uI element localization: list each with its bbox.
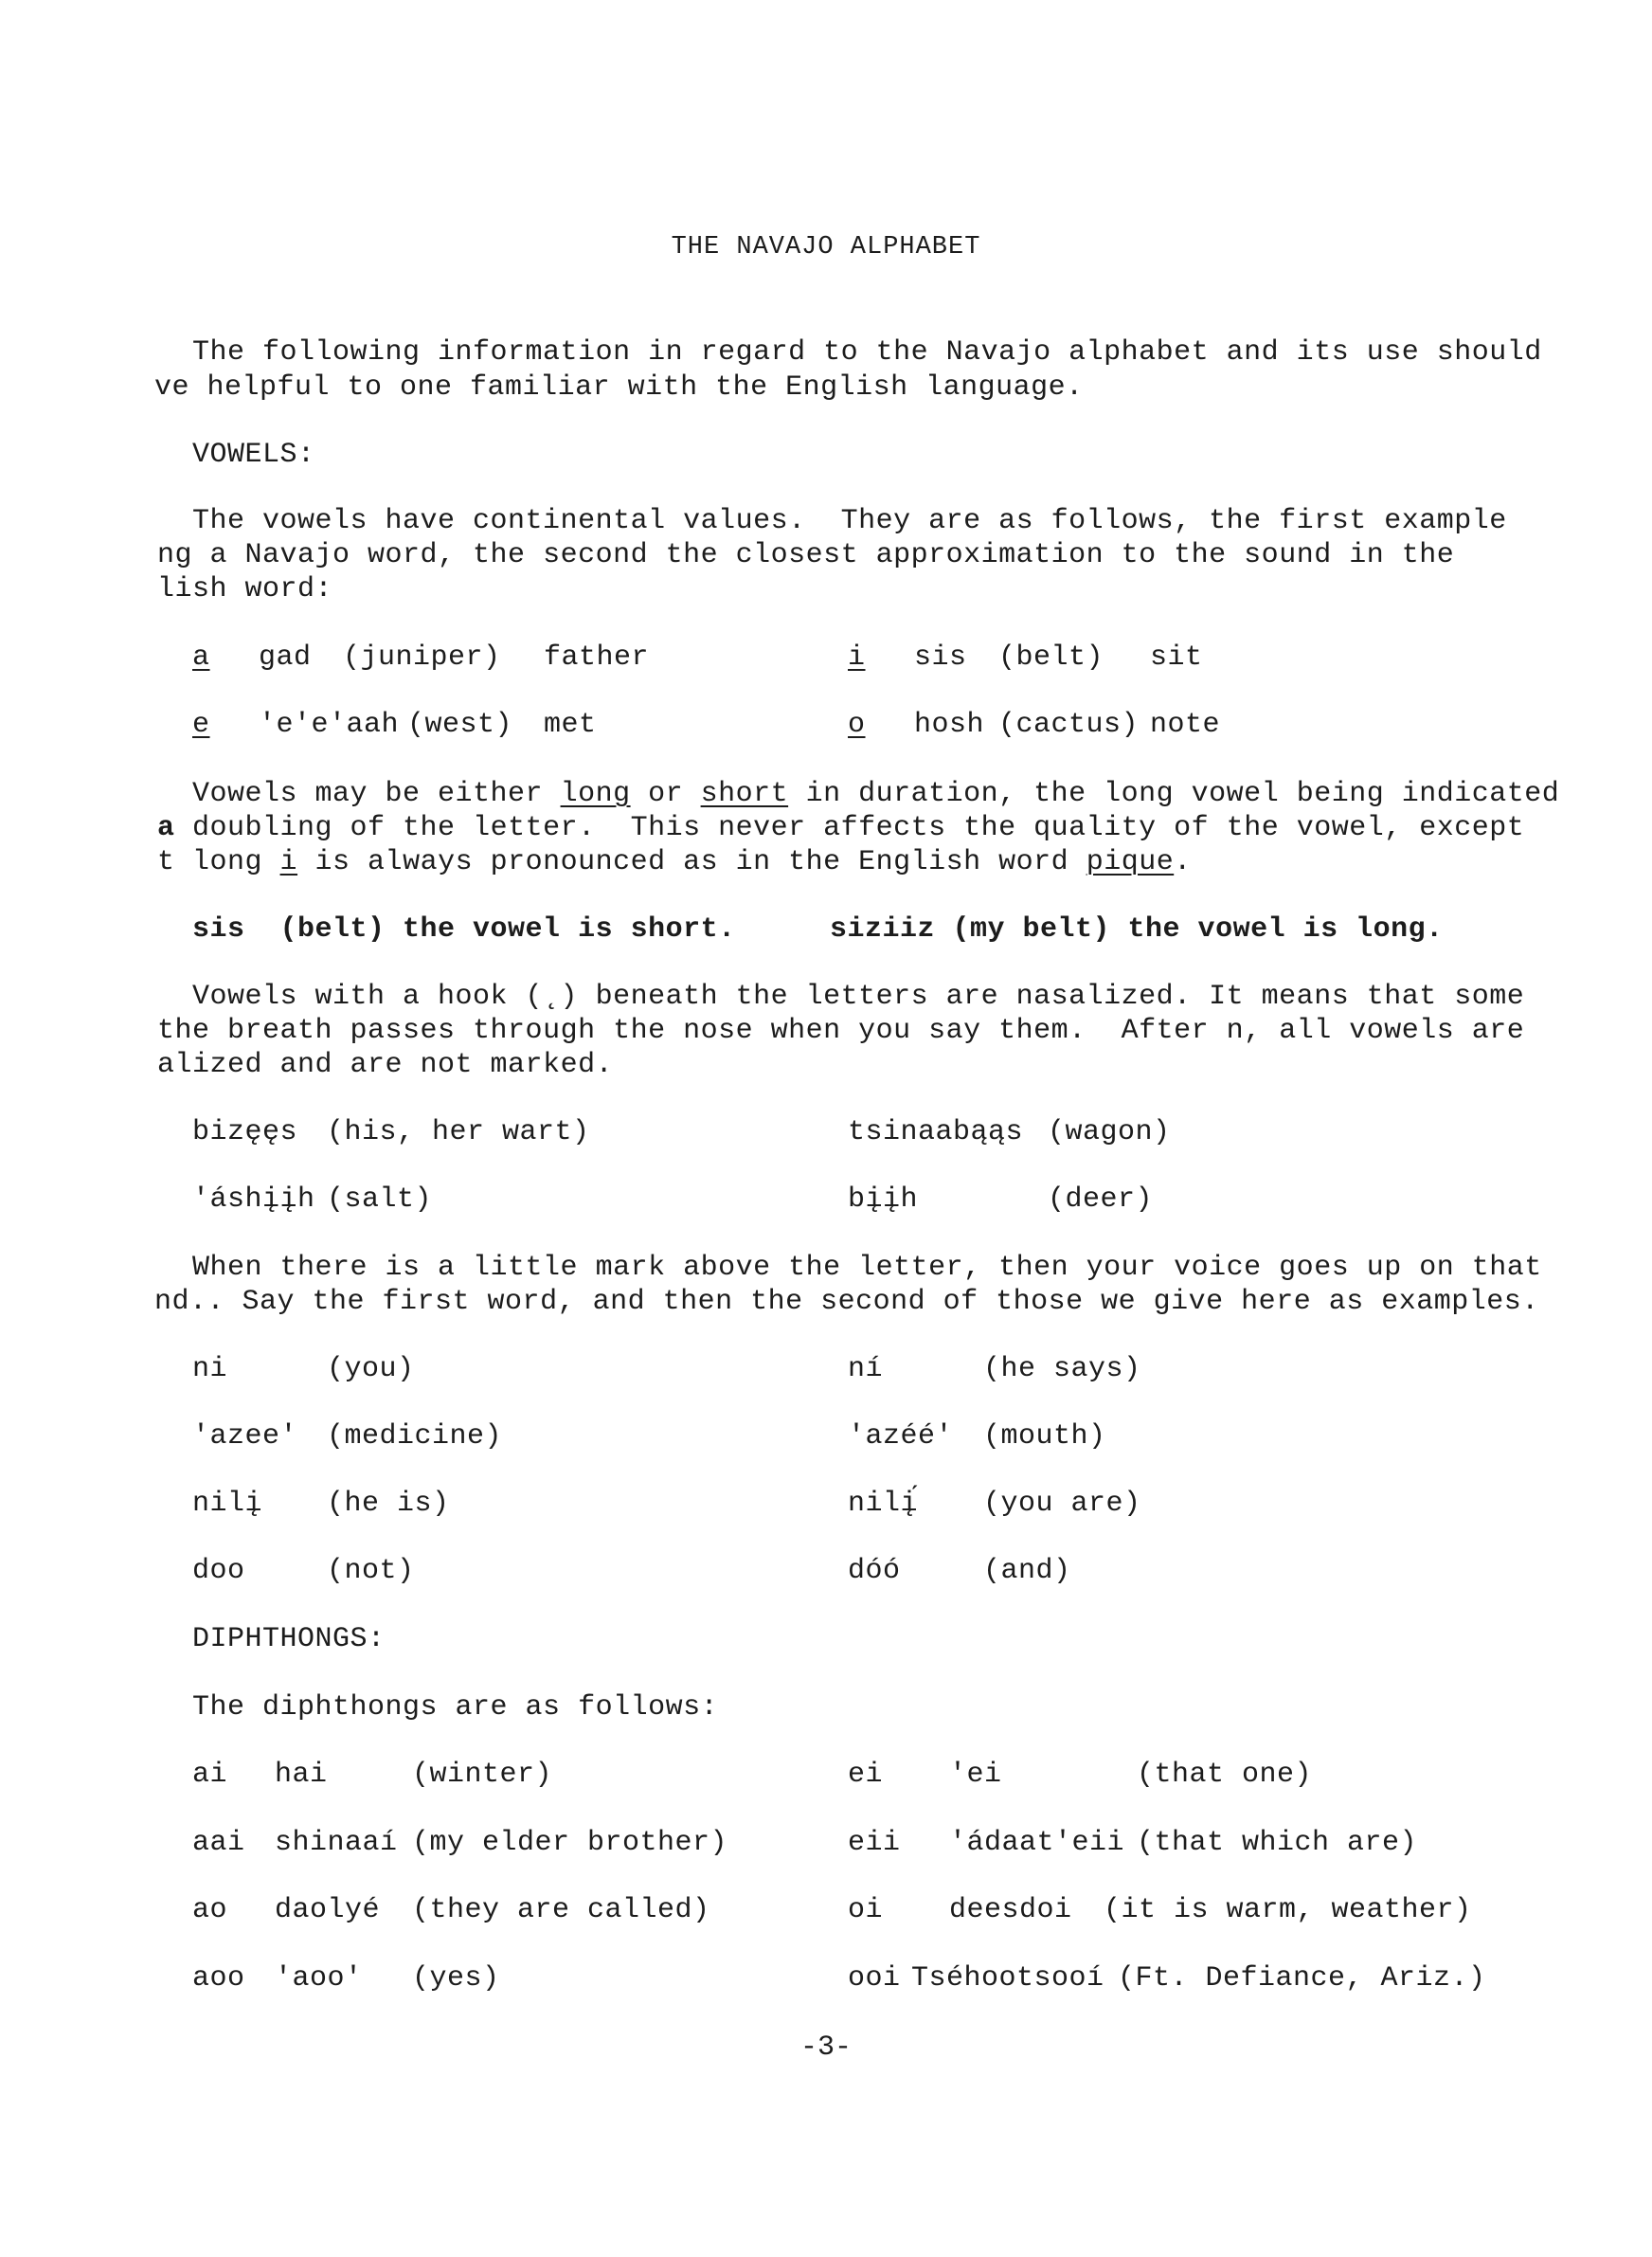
tone-example-gloss: (you) bbox=[327, 1353, 415, 1385]
tone-example-gloss: (mouth) bbox=[983, 1420, 1106, 1453]
nasal-example-gloss: (salt) bbox=[327, 1183, 433, 1216]
tone-example-word: ní bbox=[848, 1353, 884, 1385]
diphthong-word: shinaaí bbox=[275, 1827, 398, 1859]
tone-para-line-1: When there is a little mark above the letter, then your voice goes up on that bbox=[192, 1252, 1542, 1284]
vowel-example-gloss: (juniper) bbox=[343, 641, 501, 674]
nasal-example-gloss: (his, her wart) bbox=[327, 1116, 590, 1148]
diphthongs-intro: The diphthongs are as follows: bbox=[192, 1691, 719, 1724]
diphthong-label: ooi bbox=[848, 1962, 901, 1995]
diphthong-label: aai bbox=[192, 1827, 245, 1859]
nasal-example-word: tsinaabąąs bbox=[848, 1116, 1024, 1148]
vowels-heading: VOWELS: bbox=[192, 439, 315, 471]
vowel-example-gloss: (belt) bbox=[998, 641, 1104, 674]
vowels-intro-line-2: ng a Navajo word, the second the closest approximation to the sound in the bbox=[157, 539, 1455, 571]
intro-line-2: ve helpful to one familiar with the English language. bbox=[154, 371, 1084, 404]
diphthong-word: deesdoi bbox=[949, 1894, 1072, 1926]
diphthong-word: Tséhootsooí bbox=[911, 1962, 1104, 1995]
diphthong-gloss: (that one) bbox=[1137, 1759, 1313, 1791]
diphthong-label: ei bbox=[848, 1759, 884, 1791]
vowel-example-word: 'e'e'aah bbox=[259, 709, 400, 741]
diphthong-gloss: (that which are) bbox=[1137, 1827, 1418, 1859]
tone-example-word: doo bbox=[192, 1555, 245, 1587]
vowels-intro-line-3: lish word: bbox=[157, 573, 333, 605]
vowels-intro-line-1: The vowels have continental values. They are as follows, the first example bbox=[192, 505, 1507, 537]
diphthong-label: ai bbox=[192, 1759, 228, 1791]
tone-example-word: dóó bbox=[848, 1555, 901, 1587]
diphthong-gloss: (yes) bbox=[412, 1962, 500, 1995]
vowel-example-gloss: (west) bbox=[407, 709, 513, 741]
diphthong-word: daolyé bbox=[275, 1894, 381, 1926]
diphthong-gloss: (it is warm, weather) bbox=[1104, 1894, 1472, 1926]
word-short: short bbox=[700, 778, 789, 810]
vowel-letter-i: i bbox=[848, 641, 866, 674]
vowel-example-word: gad bbox=[259, 641, 312, 674]
vowel-example-word: sis bbox=[914, 641, 967, 674]
tone-example-word: nilį́ bbox=[848, 1488, 919, 1520]
tone-example-word: 'azéé' bbox=[848, 1420, 954, 1453]
intro-line-1: The following information in regard to the Navajo alphabet and its use should bbox=[192, 336, 1542, 369]
diphthong-word: 'aoo' bbox=[275, 1962, 363, 1995]
page-number: -3- bbox=[799, 2031, 852, 2064]
tone-example-word: ni bbox=[192, 1353, 228, 1385]
diphthong-word: 'ádaat'eii bbox=[949, 1827, 1125, 1859]
nasal-example-word: bįįh bbox=[848, 1183, 919, 1216]
nasal-example-word: bizęęs bbox=[192, 1116, 298, 1148]
nasal-para-line-2: the breath passes through the nose when you say them. After n, all vowels are bbox=[157, 1015, 1525, 1047]
vowel-letter-e: e bbox=[192, 709, 210, 741]
diphthong-label: aoo bbox=[192, 1962, 245, 1995]
tone-example-word: 'azee' bbox=[192, 1420, 298, 1453]
diphthong-gloss: (Ft. Defiance, Ariz.) bbox=[1118, 1962, 1486, 1995]
diphthong-word: 'ei bbox=[949, 1759, 1002, 1791]
tone-example-gloss: (and) bbox=[983, 1555, 1071, 1587]
tone-example-gloss: (you are) bbox=[983, 1488, 1141, 1520]
vowel-letter-a: a bbox=[192, 641, 210, 674]
vowel-example-word: hosh bbox=[914, 709, 985, 741]
diphthong-label: ao bbox=[192, 1894, 228, 1926]
diphthong-label: oi bbox=[848, 1894, 884, 1926]
tone-para-line-2: nd.. Say the first word, and then the second of those we give here as examples. bbox=[154, 1286, 1539, 1318]
tone-example-gloss: (not) bbox=[327, 1555, 415, 1587]
vowel-letter-o: o bbox=[848, 709, 866, 741]
vowel-example-english: father bbox=[544, 641, 650, 674]
diphthong-word: hai bbox=[275, 1759, 328, 1791]
length-para-line-1: Vowels may be either long or short in duration, the long vowel being indicated bbox=[192, 778, 1560, 810]
page-title: THE NAVAJO ALPHABET bbox=[671, 233, 981, 262]
nasal-example-gloss: (wagon) bbox=[1048, 1116, 1171, 1148]
diphthong-gloss: (my elder brother) bbox=[412, 1827, 728, 1859]
diphthongs-heading: DIPHTHONGS: bbox=[192, 1623, 386, 1655]
tone-example-word: nilį bbox=[192, 1488, 263, 1520]
length-example-short: sis (belt) the vowel is short. bbox=[192, 913, 736, 946]
diphthong-label: eii bbox=[848, 1827, 901, 1859]
nasal-para-line-3: alized and are not marked. bbox=[157, 1049, 614, 1081]
length-para-line-2: a doubling of the letter. This never affects the quality of the vowel, except bbox=[157, 812, 1525, 844]
word-pique: pique bbox=[1086, 846, 1175, 878]
length-example-long: siziiz (my belt) the vowel is long. bbox=[830, 913, 1444, 946]
diphthong-gloss: (winter) bbox=[412, 1759, 553, 1791]
tone-example-gloss: (he is) bbox=[327, 1488, 450, 1520]
diphthong-gloss: (they are called) bbox=[412, 1894, 710, 1926]
word-long: long bbox=[560, 778, 631, 810]
vowel-example-english: sit bbox=[1150, 641, 1203, 674]
nasal-example-word: 'áshįįh bbox=[192, 1183, 315, 1216]
length-para-line-3: t long i is always pronounced as in the English word pique. bbox=[157, 846, 1192, 878]
tone-example-gloss: (medicine) bbox=[327, 1420, 503, 1453]
nasal-para-line-1: Vowels with a hook (˛) beneath the letters are nasalized. It means that some bbox=[192, 981, 1525, 1013]
vowel-example-english: note bbox=[1150, 709, 1221, 741]
tone-example-gloss: (he says) bbox=[983, 1353, 1141, 1385]
vowel-example-gloss: (cactus) bbox=[998, 709, 1140, 741]
nasal-example-gloss: (deer) bbox=[1048, 1183, 1154, 1216]
vowel-example-english: met bbox=[544, 709, 597, 741]
